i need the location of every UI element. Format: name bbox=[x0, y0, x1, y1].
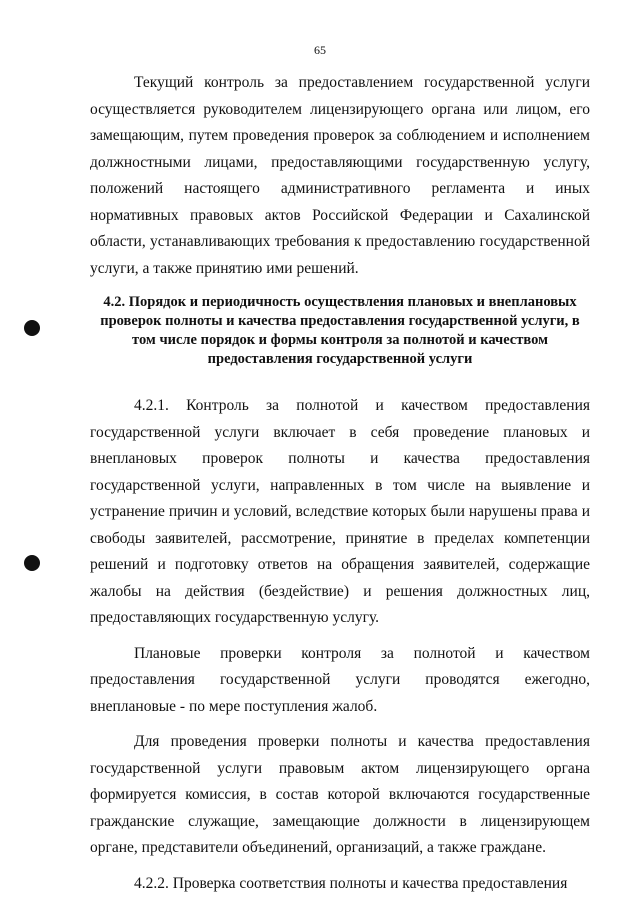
page-number: 65 bbox=[314, 43, 326, 57]
paragraph-current-control: Текущий контроль за предоставлением государственной услуги осуществляется руководителем лицензирующего органа или лицом, его замещающим, путем проведения проверок за соблюдением и исполнением должностными лицами, предоставляющими государственную услугу, положений настоящего административного регламента и иных нормативных правовых актов Российской Федерации и Сахалинской области, устанавливающих требования к предоставлению государственной услуги, а также принятию ими решений. bbox=[90, 74, 590, 277]
paragraph-planned-checks: Плановые проверки контроля за полнотой и качеством предоставления государственной услуги проводятся ежегодно, внеплановые - по мере поступления жалоб. bbox=[90, 644, 590, 715]
binder-hole-mark bbox=[24, 320, 40, 336]
paragraph-4-2-1: 4.2.1. Контроль за полнотой и качеством предоставления государственной услуги включает в себя проведение плановых и внеплановых проверок полноты и качества предоставления государственной услуги, направленных в том числе на выявление и устранение причин и условий, вследствие которых были нарушены права и свободы заявителей, рассмотрение, принятие в пределах компетенции решений и подготовку ответов на обращения заявителей, содержащие жалобы на действия (бездействие) и решения должностных лиц, предоставляющих государственную услугу. bbox=[90, 397, 590, 626]
paragraph-commission: Для проведения проверки полноты и качества предоставления государственной услуги правовым актом лицензирующего органа формируется комиссия, в состав которой включаются государственные гражданские служащие, замещающие должности в лицензирующем органе, представители объединений, организаций, а также граждане. bbox=[90, 733, 590, 856]
binder-hole-mark bbox=[24, 555, 40, 571]
paragraph-4-2-2: 4.2.2. Проверка соответствия полноты и качества предоставления bbox=[134, 874, 568, 892]
section-heading-4-2: 4.2. Порядок и периодичность осуществления плановых и внеплановых проверок полноты и качества предоставления государственной услуги, в том числе порядок и формы контроля за полнотой и качеством предоставления государственной услуги bbox=[100, 294, 580, 367]
document-body bbox=[90, 70, 590, 897]
